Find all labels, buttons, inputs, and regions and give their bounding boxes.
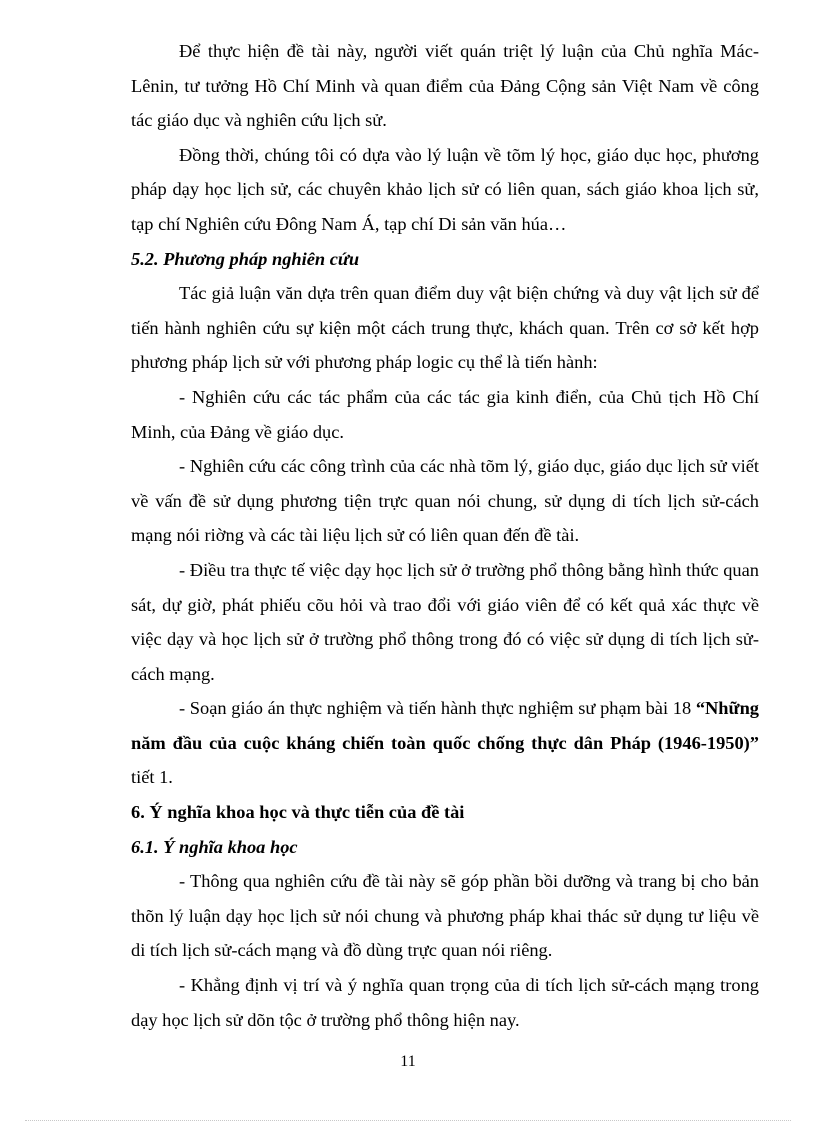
lesson-title: “Những năm đầu của cuộc kháng chiến toàn quốc chống thực dân Pháp (1946-1950)” <box>131 698 759 753</box>
list-item-significance-training: - Thông qua nghiên cứu đề tài này sẽ góp phần bồi dưỡng và trang bị cho bản thõn lý luận dạy học lịch sử nói chung và phương pháp khai thác sử dụng tư liệu về di tích lịch sử-cách mạng và đồ dùng trực quan nói riêng. <box>131 871 759 961</box>
paragraph-theory-sources: Đồng thời, chúng tôi có dựa vào lý luận về tõm lý học, giáo dục học, phương pháp dạy học lịch sử, các chuyên khảo lịch sử có liên quan, sách giáo khoa lịch sử, tạp chí Nghiên cứu Đông Nam Á, tạp chí Di sản văn húa… <box>131 144 759 234</box>
list-item-classic-works: - Nghiên cứu các tác phẩm của các tác gia kinh điển, của Chủ tịch Hồ Chí Minh, của Đảng về giáo dục. <box>131 386 759 442</box>
list-item-research-works: - Nghiên cứu các công trình của các nhà tõm lý, giáo dục, giáo dục lịch sử viết về vấn đề sử dụng phương tiện trực quan nói chung, sử dụng di tích lịch sử-cách mạng nói riờng và các tài liệu lịch sử có liên quan đến đề tài. <box>131 456 759 546</box>
section-heading-6: 6. Ý nghĩa khoa học và thực tiễn của đề tài <box>131 802 465 823</box>
lesson-prefix: - Soạn giáo án thực nghiệm và tiến hành thực nghiệm sư phạm bài 18 <box>179 698 696 719</box>
page-content <box>131 34 759 1037</box>
page-bottom-divider <box>25 1120 791 1121</box>
list-item-field-survey: - Điều tra thực tế việc dạy học lịch sử ở trường phổ thông bằng hình thức quan sát, dự giờ, phát phiếu cõu hỏi và trao đổi với giáo viên để có kết quả xác thực về việc dạy và học lịch sử ở trường phổ thông trong đó có việc sử dụng di tích lịch sử-cách mạng. <box>131 559 759 684</box>
section-heading-6-1: 6.1. Ý nghĩa khoa học <box>131 836 298 857</box>
paragraph-methodology-basis: Để thực hiện đề tài này, người viết quán triệt lý luận của Chủ nghĩa Mác-Lênin, tư tưởng Hồ Chí Minh và quan điểm của Đảng Cộng sản Việt Nam về công tác giáo dục và nghiên cứu lịch sử. <box>131 41 759 131</box>
list-item-lesson-plan <box>131 691 759 795</box>
section-heading-5-2: 5.2. Phương pháp nghiên cứu <box>131 248 360 269</box>
lesson-suffix: tiết 1. <box>131 767 173 788</box>
page-number: 11 <box>400 1053 416 1070</box>
list-item-significance-position: - Khẳng định vị trí và ý nghĩa quan trọng của di tích lịch sử-cách mạng trong dạy học lịch sử dõn tộc ở trường phổ thông hiện nay. <box>131 975 759 1030</box>
paragraph-research-approach: Tác giả luận văn dựa trên quan điểm duy vật biện chứng và duy vật lịch sử để tiến hành nghiên cứu sự kiện một cách trung thực, khách quan. Trên cơ sở kết hợp phương pháp lịch sử với phương pháp logic cụ thể là tiến hành: <box>131 283 759 373</box>
